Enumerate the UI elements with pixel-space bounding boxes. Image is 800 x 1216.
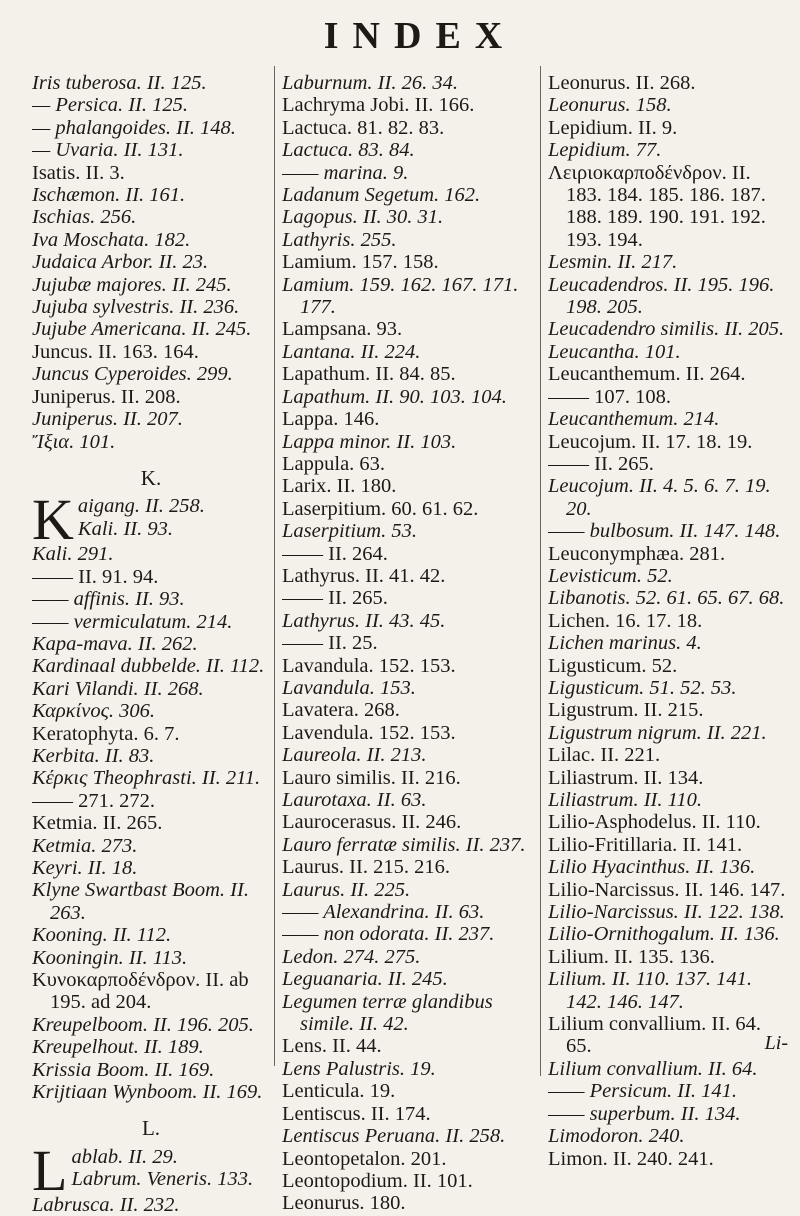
index-entry: Kooning. II. 112.: [32, 924, 172, 947]
index-entry: Leonurus. 158.: [548, 94, 672, 117]
index-entry: —— bulbosum. II. 147. 148.: [548, 520, 781, 543]
index-entry: Krijtiaan Wynboom. II. 169.: [32, 1081, 263, 1104]
drop-cap-letter: L: [32, 1137, 68, 1203]
index-entry: Lilio-Asphodelus. II. 110.: [548, 811, 761, 834]
index-entry: Lamium. 159. 162. 167. 171. 177.: [282, 273, 519, 319]
index-entry: Λειριοκαρποδένδρον. II. 183. 184. 185. 186. 187. 188. 189. 190. 191. 192. 193. 194.: [548, 161, 766, 251]
index-entry: Ligusticum. 51. 52. 53.: [548, 676, 737, 699]
index-entry: Lappa. 146.: [282, 408, 380, 431]
index-entry: Leucojum. II. 17. 18. 19.: [548, 430, 753, 453]
index-entry: Laurus. II. 215. 216.: [282, 856, 450, 879]
index-entry: —— II. 265.: [548, 452, 654, 475]
index-entry: Keratophyta. 6. 7.: [32, 722, 180, 745]
index-entry: Lavandula. 152. 153.: [282, 654, 456, 677]
index-entry: — Uvaria. II. 131.: [32, 139, 184, 162]
index-entry: Lathyrus. II. 41. 42.: [282, 564, 446, 587]
index-entry: Levisticum. 52.: [548, 564, 673, 587]
index-entry: Ἴξια. 101.: [32, 430, 116, 453]
index-entry: Jujuba sylvestris. II. 236.: [32, 296, 240, 319]
catchword: Li-: [764, 1032, 788, 1054]
index-entry: Lens. II. 44.: [282, 1035, 382, 1058]
index-entry: Isatis. II. 3.: [32, 161, 125, 184]
index-column-2: [282, 72, 530, 1215]
index-entry: —— II. 265.: [282, 587, 388, 610]
index-entry: Kooningin. II. 113.: [32, 946, 188, 969]
index-entry: Keyri. II. 18.: [32, 857, 138, 879]
index-entry: Kardinaal dubbelde. II. 112.: [32, 655, 265, 678]
index-entry: Laurus. II. 225.: [282, 878, 411, 901]
index-entry: Kali. II. 93.: [77, 517, 173, 540]
index-entry: Leonurus. II. 268.: [548, 72, 696, 94]
index-entry: Juncus. II. 163. 164.: [32, 340, 199, 363]
index-entry: Lilio-Narcissus. II. 122. 138.: [548, 901, 785, 924]
index-entry: Kali. 291.: [32, 543, 114, 566]
index-entry: Laurocerasus. II. 246.: [282, 811, 462, 834]
index-entry: Ketmia. 273.: [32, 834, 138, 857]
index-entry: Leucantha. 101.: [548, 340, 681, 363]
index-entry: Legumen terræ glandibus simile. II. 42.: [282, 990, 493, 1036]
index-entry: —— II. 91. 94.: [32, 565, 159, 588]
index-entry: Lilac. II. 221.: [548, 744, 661, 767]
index-entry: —— II. 25.: [282, 632, 378, 655]
column-divider-left: [274, 66, 275, 1066]
index-entry: Leontopodium. II. 101.: [282, 1169, 473, 1192]
index-entry: —— II. 264.: [282, 542, 388, 565]
index-entry: Iva Moschata. 182.: [32, 228, 191, 251]
index-entry: Labrusca. II. 232.: [32, 1193, 180, 1216]
index-entry: — Persica. II. 125.: [32, 94, 189, 117]
index-entry: Kerbita. II. 83.: [32, 744, 155, 767]
index-entry: Lepidium. 77.: [548, 139, 662, 162]
index-entry: Lapathum. II. 84. 85.: [282, 363, 456, 386]
index-entry: Limon. II. 240. 241.: [548, 1147, 714, 1170]
index-entry: —— 107. 108.: [548, 385, 671, 408]
index-entry: Lachryma Jobi. II. 166.: [282, 94, 475, 117]
section-heading: K.: [140, 465, 162, 490]
index-entry: Leontopetalon. 201.: [282, 1147, 447, 1170]
index-entry: Judaica Arbor. II. 23.: [32, 251, 209, 274]
index-entry: Laureola. II. 213.: [282, 744, 427, 767]
index-entry: Leucadendros. II. 195. 196. 198. 205.: [548, 273, 775, 319]
index-column-3: [548, 72, 788, 1170]
index-entry: Kreupelhout. II. 189.: [32, 1036, 204, 1059]
index-entry: Jujube Americana. II. 245.: [32, 318, 252, 341]
index-entry: Ligustrum. II. 215.: [548, 699, 704, 722]
index-entry: Juniperus. II. 207.: [32, 408, 183, 431]
index-entry: Leguanaria. II. 245.: [282, 968, 448, 991]
column-divider-right: [540, 66, 541, 1076]
index-entry: Jujubæ majores. II. 245.: [32, 273, 232, 296]
index-entry: Laserpitium. 60. 61. 62.: [282, 497, 479, 520]
index-column-1: [32, 72, 270, 1216]
index-entry: Leucadendro similis. II. 205.: [548, 318, 785, 341]
index-entry: Ligusticum. 52.: [548, 654, 678, 677]
index-entry: Lichen. 16. 17. 18.: [548, 609, 703, 632]
index-entry: Kreupelboom. II. 196. 205.: [32, 1013, 254, 1036]
index-entry: Lilio-Narcissus. II. 146. 147.: [548, 878, 786, 901]
index-entry: —— vermiculatum. 214.: [32, 610, 233, 633]
drop-cap-letter: K: [32, 487, 74, 553]
index-entry: Laburnum. II. 26. 34.: [282, 72, 458, 94]
index-entry: Leucojum. II. 4. 5. 6. 7. 19. 20.: [548, 475, 771, 520]
index-entry: Lauro similis. II. 216.: [282, 766, 461, 789]
index-entry: Leucanthemum. 214.: [548, 408, 720, 431]
index-entry: Lilium convallium. II. 64.: [548, 1057, 758, 1080]
index-entry: Lilium. II. 135. 136.: [548, 945, 715, 968]
section-heading: L.: [141, 1116, 161, 1141]
index-entry: Lilio-Ornithogalum. II. 136.: [548, 923, 780, 946]
index-entry: —— Alexandrina. II. 63.: [282, 901, 485, 924]
index-entry: Libanotis. 52. 61. 65. 67. 68.: [548, 587, 785, 610]
index-entry: Lactuca. 81. 82. 83.: [282, 116, 445, 139]
index-entry: —— non odorata. II. 237.: [282, 923, 495, 946]
index-entry: Lilio Hyacinthus. II. 136.: [548, 856, 756, 879]
drop-cap-block: [32, 487, 270, 553]
index-entry: Lilio-Fritillaria. II. 141.: [548, 833, 743, 856]
index-entry: aigang. II. 258.: [77, 495, 205, 518]
index-entry: Lapathum. II. 90. 103. 104.: [282, 385, 507, 408]
index-entry: Leuconymphæa. 281.: [548, 542, 726, 565]
index-entry: Ischæmon. II. 161.: [32, 184, 186, 207]
index-entry: Lantana. II. 224.: [282, 340, 421, 363]
index-entry: Leucanthemum. II. 264.: [548, 363, 746, 386]
index-entry: Lamium. 157. 158.: [282, 251, 439, 274]
index-entry: Labrum. Veneris. 133.: [71, 1168, 254, 1191]
page-header: INDEX: [323, 15, 517, 57]
index-entry: Lentiscus. II. 174.: [282, 1102, 431, 1125]
index-entry: Ligustrum nigrum. II. 221.: [548, 721, 767, 744]
index-entry: Laurotaxa. II. 63.: [282, 789, 427, 811]
index-entry: Lactuca. 83. 84.: [282, 139, 415, 162]
index-entry: Liliastrum. II. 134.: [548, 766, 704, 789]
index-entry: Lappa minor. II. 103.: [282, 430, 457, 453]
index-entry: Laserpitium. 53.: [282, 520, 417, 543]
index-entry: Ischias. 256.: [32, 206, 137, 229]
index-entry: Lesmin. II. 217.: [548, 251, 678, 274]
index-entry: Juncus Cyperoides. 299.: [32, 363, 233, 386]
index-entry: —— 271. 272.: [32, 789, 155, 812]
index-entry: Lilium convallium. II. 64. 65.: [548, 1013, 761, 1058]
index-entry: ablab. II. 29.: [71, 1145, 178, 1168]
index-entry: Κέρκις Theophrasti. II. 211.: [32, 767, 261, 790]
index-entry: Krissia Boom. II. 169.: [32, 1058, 215, 1081]
index-entry: Lauro ferratæ similis. II. 237.: [282, 833, 526, 856]
index-entry: —— superbum. II. 134.: [548, 1102, 741, 1125]
index-entry: Leonurus. 180.: [282, 1192, 406, 1215]
index-entry: Liliastrum. II. 110.: [548, 789, 702, 811]
index-entry: Lagopus. II. 30. 31.: [282, 206, 444, 229]
index-entry: Lavatera. 268.: [282, 699, 400, 722]
index-entry: Lens Palustris. 19.: [282, 1057, 436, 1080]
index-entry: Κυνοκαρποδένδρον. II. ab 195. ad 204.: [32, 969, 249, 1014]
index-entry: Lappula. 63.: [282, 452, 386, 475]
index-entry: Lavandula. 153.: [282, 676, 416, 699]
index-entry: Lavendula. 152. 153.: [282, 721, 456, 744]
index-entry: Kapa-mava. II. 262.: [32, 632, 198, 655]
index-entry: Ledon. 274. 275.: [282, 945, 421, 968]
index-entry: Lenticula. 19.: [282, 1080, 396, 1103]
index-entry: Klyne Swartbast Boom. II. 263.: [32, 879, 249, 924]
index-entry: Lampsana. 93.: [282, 318, 403, 341]
index-entry: —— marina. 9.: [282, 161, 409, 184]
index-entry: — phalangoides. II. 148.: [32, 116, 236, 139]
index-entry: Kari Vilandi. II. 268.: [32, 677, 204, 700]
index-entry: Iris tuberosa. II. 125.: [32, 72, 207, 94]
index-entry: Καρκίνος. 306.: [32, 700, 156, 723]
index-entry: Lichen marinus. 4.: [548, 632, 702, 655]
index-entry: Lilium. II. 110. 137. 141. 142. 146. 147.: [548, 968, 753, 1013]
drop-cap-block: [32, 1137, 270, 1203]
index-entry: Lentiscus Peruana. II. 258.: [282, 1125, 506, 1148]
index-entry: Lepidium. II. 9.: [548, 116, 678, 139]
index-entry: Juniperus. II. 208.: [32, 385, 181, 408]
index-entry: Limodoron. 240.: [548, 1125, 685, 1148]
index-entry: Larix. II. 180.: [282, 475, 397, 498]
index-entry: Lathyris. 255.: [282, 228, 397, 251]
index-entry: Ketmia. II. 265.: [32, 812, 163, 835]
index-entry: Ladanum Segetum. 162.: [282, 184, 481, 207]
index-entry: —— Persicum. II. 141.: [548, 1080, 738, 1103]
index-entry: —— affinis. II. 93.: [32, 588, 185, 611]
index-entry: Lathyrus. II. 43. 45.: [282, 609, 446, 632]
